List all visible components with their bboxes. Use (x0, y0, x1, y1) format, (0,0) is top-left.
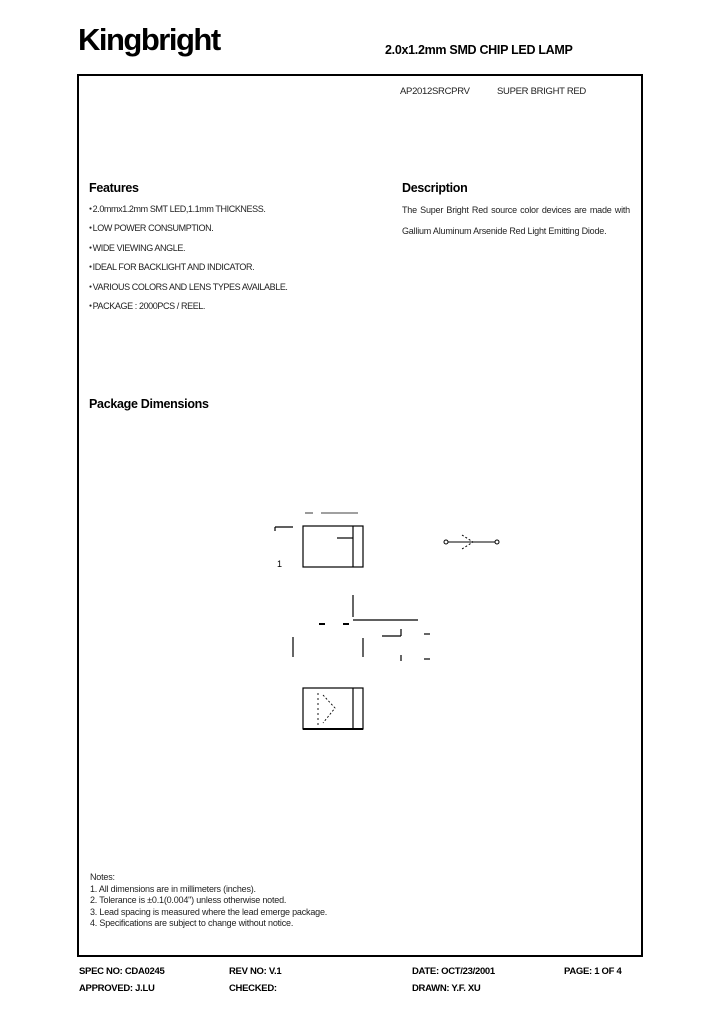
document-title: 2.0x1.2mm SMD CHIP LED LAMP (385, 43, 573, 57)
note-item: 1. All dimensions are in millimeters (inches). (90, 883, 256, 894)
diode-symbol-icon (444, 535, 499, 549)
side-view (293, 595, 430, 661)
description-text: The Super Bright Red source color devices are made with Gallium Aluminum Arsenide Red Light Emitting Diode. (402, 205, 630, 236)
feature-item: ● 2.0mmx1.2mm SMT LED,1.1mm THICKNESS. (89, 200, 288, 219)
top-view (275, 513, 363, 567)
features-heading: Features (89, 181, 139, 195)
note-item: 2. Tolerance is ±0.1(0.004") unless otherwise noted. (90, 895, 287, 906)
bottom-view (303, 688, 363, 729)
drawn-by: DRAWN: Y.F. XU (412, 983, 481, 994)
package-dimension-drawing (255, 495, 535, 745)
package-dimensions-heading: Package Dimensions (89, 397, 209, 411)
spec-number: SPEC NO: CDA0245 (79, 966, 165, 977)
pin-label: 1 (277, 559, 283, 569)
approved-by: APPROVED: J.LU (79, 983, 155, 994)
notes-block (90, 872, 327, 930)
notes-heading: Notes: (90, 872, 115, 882)
feature-item: ● LOW POWER CONSUMPTION. (89, 219, 288, 238)
note-item: 4. Specifications are subject to change without notice. (90, 918, 294, 929)
brand-logo: Kingbright (78, 22, 220, 57)
feature-item: ● VARIOUS COLORS AND LENS TYPES AVAILABLE. (89, 278, 288, 297)
page-indicator: PAGE: 1 OF 4 (564, 966, 622, 977)
feature-item: ● WIDE VIEWING ANGLE. (89, 239, 288, 258)
feature-item: ● IDEAL FOR BACKLIGHT AND INDICATOR. (89, 258, 288, 277)
part-description: SUPER BRIGHT RED (497, 86, 586, 97)
checked-by: CHECKED: (229, 983, 277, 994)
description-heading: Description (402, 181, 468, 195)
note-item: 3. Lead spacing is measured where the lead emerge package. (90, 906, 328, 917)
features-list (89, 200, 288, 317)
part-number: AP2012SRCPRV (400, 86, 470, 97)
revision-number: REV NO: V.1 (229, 966, 282, 977)
feature-item: ● PACKAGE : 2000PCS / REEL. (89, 297, 288, 316)
document-date: DATE: OCT/23/2001 (412, 966, 495, 977)
